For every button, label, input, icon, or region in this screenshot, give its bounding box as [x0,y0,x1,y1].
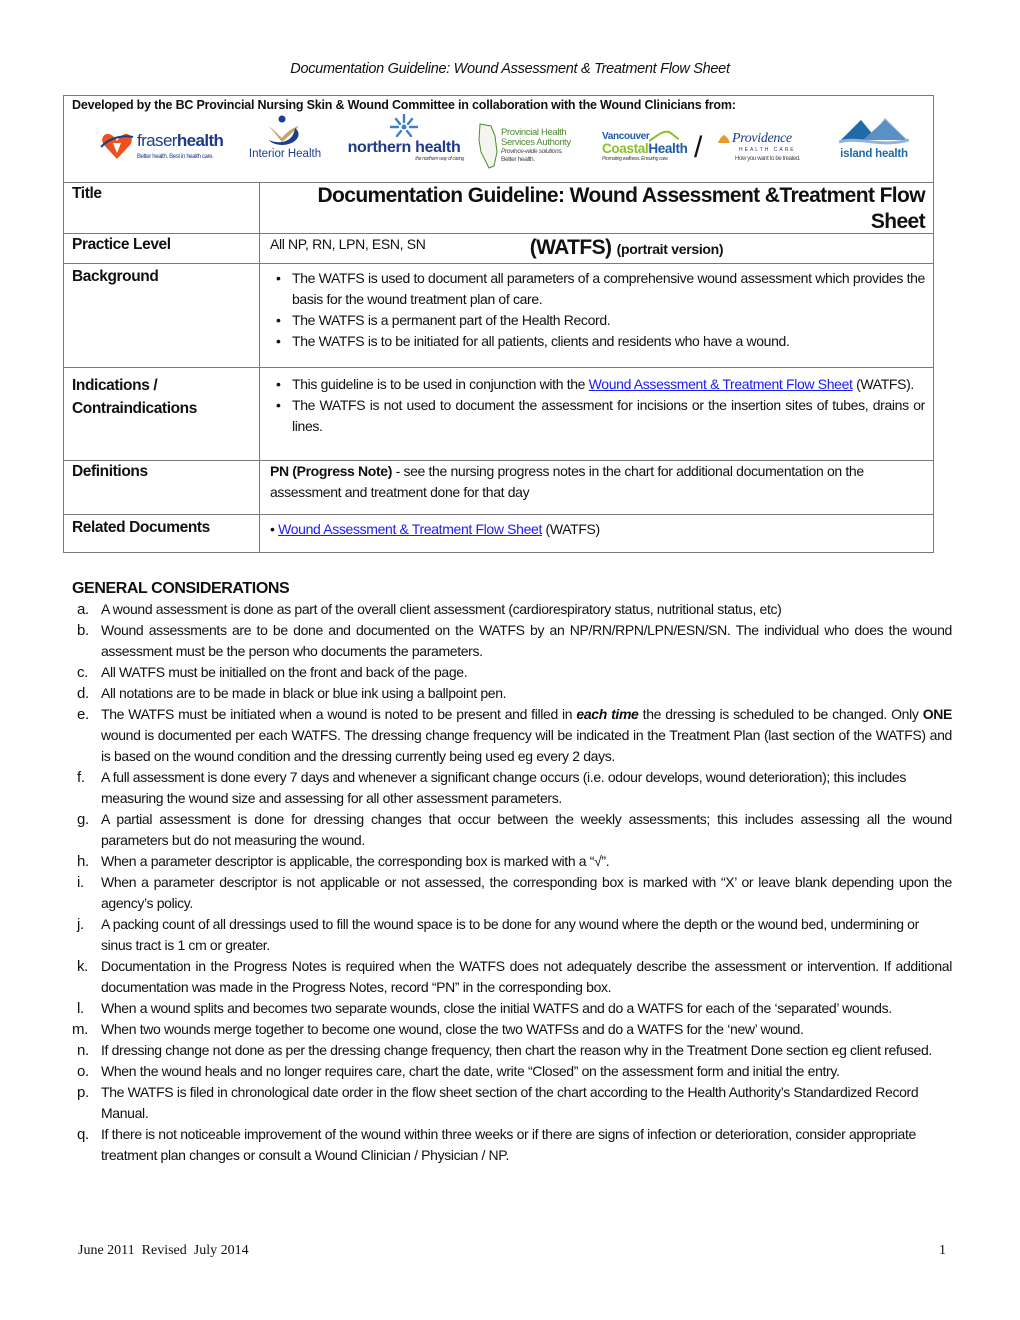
consideration-item: m. When two wounds merge together to become one wound, close the two WATFSs and do a WATFS for the ‘new’ wound. [72,1021,804,1038]
background-value [260,264,933,367]
developed-by-text: Developed by the BC Provincial Nursing Skin & Wound Committee in collaboration with the Wound Clinicians from: [72,98,736,112]
island-mountains-icon [839,112,909,148]
vancouver-coastal-health-logo: Vancouver CoastalHealth Promoting wellness. Ensuring care. [602,131,688,162]
consideration-item: k. Documentation in the Progress Notes is required when the WATFS does not adequately describe the assessment or intervention. If additional documentation was made in the Progress Notes, record “PN” in the corresponding box. [77,958,952,995]
northern-health-star-icon [389,114,419,140]
indications-row [64,367,933,460]
consideration-item: p. The WATFS is filed in chronological date order in the flow sheet section of the chart according to the Health Authority’s Standardized Record Manual. [77,1084,919,1121]
definitions-row [64,460,933,514]
consideration-item: a. A wound assessment is done as part of the overall client assessment (cardiorespiratory status, nutritional status, etc) [77,601,782,618]
partner-logos [72,120,925,180]
considerations-list [72,599,952,1166]
title-label: Title [64,183,260,233]
document-title: Documentation Guideline: Wound Assessment &Treatment Flow Sheet [317,184,925,233]
general-considerations-section [72,580,952,1166]
practice-level-label: Practice Level [64,234,260,263]
page-footer [78,1243,946,1259]
background-item: • The WATFS is used to document all parameters of a comprehensive wound assessment which provides the basis for the wound treatment plan of care. [270,268,925,310]
consideration-item: g. A partial assessment is done for dressing changes that occur between the weekly assessments; this includes assessing all the wound parameters but do not measuring the wound. [77,811,952,848]
fraserhealth-logo: fraserhealth Better health. Best in health care. [100,120,230,172]
providence-logo: Providence HEALTH CARE How you want to be treated. [717,120,827,172]
definitions-label: Definitions [64,461,260,514]
consideration-item: l. When a wound splits and becomes two separate wounds, close the initial WATFS and do a WATFS for each of the ‘separated’ wounds. [77,1000,892,1017]
background-row [64,263,933,367]
developed-by-row [64,96,933,182]
northern-health-logo: northern health the northern way of caring [344,114,464,174]
definition-text: - see the nursing progress notes in the chart for additional documentation on the assessment and treatment done for that day [270,463,864,500]
guideline-summary-table [63,95,934,553]
consideration-item: h. When a parameter descriptor is applicable, the corresponding box is marked with a “√”. [77,853,610,870]
background-item: • The WATFS is to be initiated for all patients, clients and residents who have a wound. [270,331,925,352]
consideration-item: n. If dressing change not done as per the dressing change frequency, then chart the reason why in the Treatment Done section eg client refused. [77,1042,932,1059]
indications-value [260,368,933,460]
consideration-item: c. All WATFS must be initialled on the front and back of the page. [77,664,468,681]
watfs-link[interactable]: Wound Assessment & Treatment Flow Sheet [588,376,853,392]
consideration-item: o. When the wound heals and no longer requires care, chart the date, write “Closed” on the assessment form and initial the entry. [77,1063,840,1080]
consideration-item: j. A packing count of all dressings used to fill the wound space is to be done for any wound where the depth or the wound bed, undermining or sinus tract is 1 cm or greater. [77,916,919,953]
indications-item: • The WATFS is not used to document the assessment for incisions or the insertion sites of tubes, drains or lines. [270,395,925,437]
related-watfs-link[interactable]: Wound Assessment & Treatment Flow Sheet [278,521,542,537]
consideration-item: b. Wound assessments are to be done and documented on the WATFS by an NP/RN/RPN/LPN/ESN/SN. The individual who does the wound assessment must be the person who documents the parameters. [77,622,952,659]
document-subtitle: (WATFS) (portrait version) [529,236,724,259]
providence-flame-icon [717,134,731,144]
indications-item: • This guideline is to be used in conjunction with the Wound Assessment & Treatment Flow Sheet (WATFS). [270,374,925,395]
section-heading: GENERAL CONSIDERATIONS [72,580,290,597]
consideration-item: d. All notations are to be made in black or blue ink using a ballpoint pen. [77,685,507,702]
fraserhealth-heart-icon [100,131,134,161]
consideration-item: i. When a parameter descriptor is not applicable or not assessed, the corresponding box is marked with “X’ or leave blank depending upon the agency’s policy. [77,874,952,911]
background-item: • The WATFS is a permanent part of the Health Record. [270,310,925,331]
interior-health-figure-icon [265,114,305,148]
logo-separator: / [694,131,702,164]
island-health-logo: island health [838,112,910,174]
page-number: 1 [939,1243,946,1258]
practice-level-value: All NP, RN, LPN, ESN, SN [270,236,426,252]
bullet-icon: • [270,521,275,537]
bc-map-icon [477,122,499,170]
running-header: Documentation Guideline: Wound Assessment & Treatment Flow Sheet [290,61,730,77]
practice-level-row [64,233,933,263]
consideration-item: e. The WATFS must be initiated when a wound is noted to be present and filled in each time the dressing is scheduled to be changed. Only ONE wound is documented per each WATFS. The dressing change frequency will be indicated in the Treatment Plan (last section of the WATFS) and is based on the wound condition and the dressing currently being used eg every 2 days. [77,706,953,764]
consideration-item: f. A full assessment is done every 7 days and whenever a significant change occurs (i.e. odour develops, wound deterioration); this includes measuring the wound size and assessing for all other assessment parameters. [77,769,906,806]
indications-label: Indications / Contraindications [64,368,260,460]
definitions-value [260,461,933,514]
related-documents-row [64,514,933,552]
related-documents-label: Related Documents [64,515,260,552]
consideration-item: q. If there is not noticeable improvement of the wound within three weeks or if there are signs of infection or deterioration, consider appropriate treatment plan changes or consult a Wound Clinician / Physician / NP. [77,1126,916,1163]
phsa-logo: Provincial Health Services Authority Province-wide solutions. Better health. [477,120,577,172]
definition-term: PN (Progress Note) [270,463,393,479]
related-documents-value: • Wound Assessment & Treatment Flow Sheet (WATFS) [270,521,600,537]
background-label: Background [64,264,260,367]
interior-health-logo: Interior Health [244,114,326,174]
revision-date: June 2011 Revised July 2014 [78,1243,249,1258]
